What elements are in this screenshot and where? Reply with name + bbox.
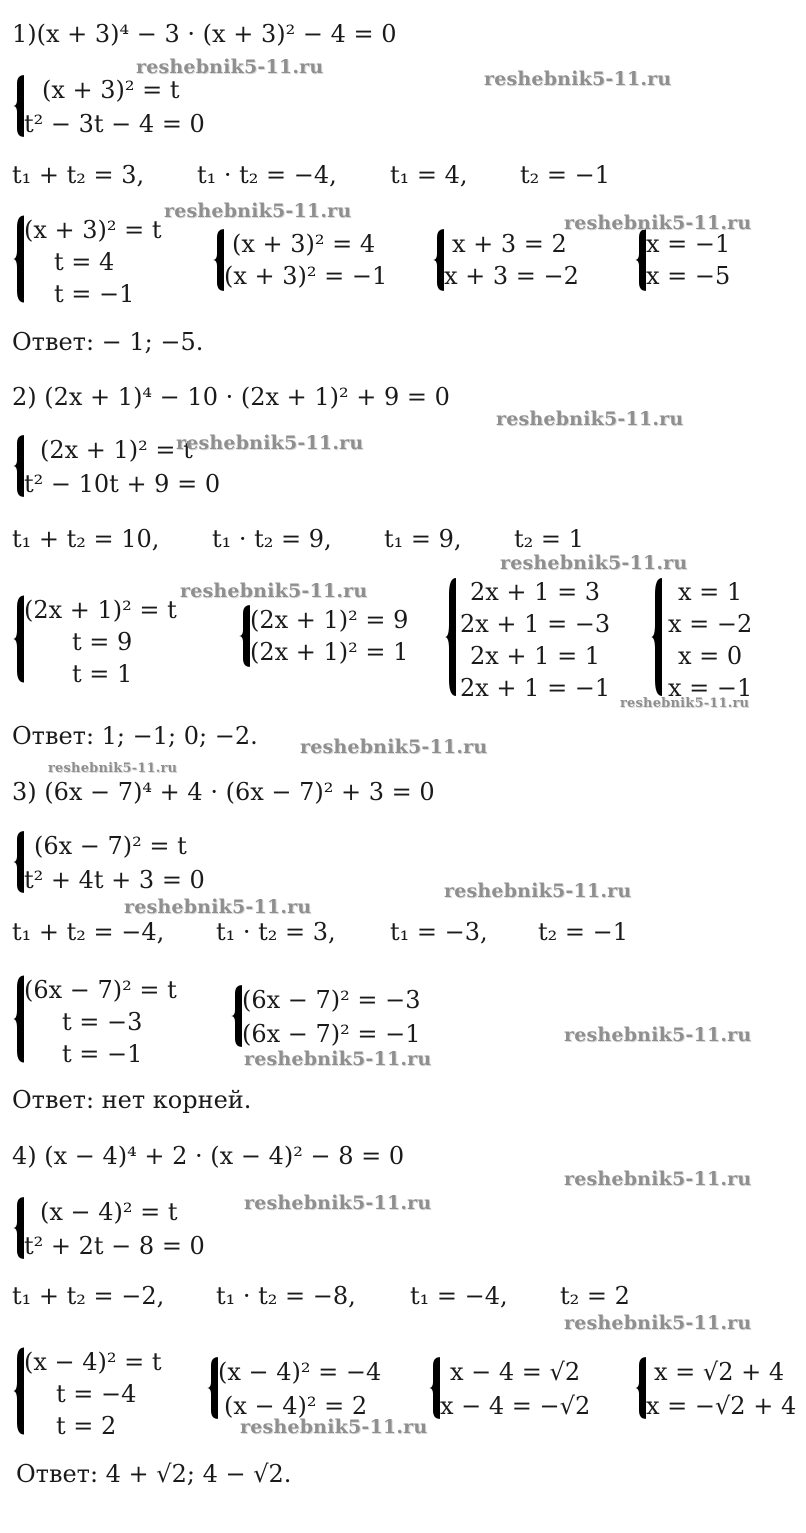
watermark: reshebnik5-11.ru — [176, 432, 364, 454]
problem-3-root-1: t₁ = −3, — [390, 918, 488, 946]
problem-1-system-2 — [212, 228, 402, 292]
problem-1-system-4 — [634, 228, 754, 292]
brace — [444, 576, 458, 698]
system-line: (2x + 1)² = t — [24, 596, 177, 624]
problem-1-answer: Ответ: − 1; −5. — [12, 328, 204, 356]
problem-3-substitution — [12, 830, 252, 894]
system-line: (x + 3)² = −1 — [224, 262, 388, 290]
watermark: reshebnik5-11.ru — [564, 1168, 752, 1190]
problem-2-root-1: t₁ = 9, — [384, 525, 462, 553]
system-line: 2x + 1 = −3 — [460, 610, 611, 638]
system-line: t = −1 — [62, 1040, 143, 1068]
watermark: reshebnik5-11.ru — [496, 408, 684, 430]
problem-1-root-2: t₂ = −1 — [520, 161, 611, 189]
system-line: x = 1 — [678, 578, 743, 606]
system-line: t = 1 — [72, 660, 133, 688]
system-line: x + 3 = 2 — [452, 230, 567, 258]
system-line: t² − 10t + 9 = 0 — [24, 470, 221, 498]
problem-2-system-1 — [12, 594, 192, 688]
system-line: 2x + 1 = −1 — [460, 674, 611, 702]
problem-4-root-1: t₁ = −4, — [410, 1282, 508, 1310]
system-line: t² − 3t − 4 = 0 — [24, 110, 205, 138]
problem-4-system-1 — [12, 1346, 192, 1440]
problem-4-answer: Ответ: 4 + √2; 4 − √2. — [16, 1460, 292, 1488]
problem-1-vieta-product: t₁ · t₂ = −4, — [197, 161, 337, 189]
watermark: reshebnik5-11.ru — [444, 880, 632, 902]
system-line: (2x + 1)² = 9 — [250, 606, 409, 634]
system-line: x = 0 — [678, 642, 743, 670]
system-line: (x + 3)² = t — [24, 216, 162, 244]
watermark: reshebnik5-11.ru — [180, 580, 368, 602]
system-line: t = 4 — [54, 248, 115, 276]
system-line: (x − 4)² = t — [24, 1348, 162, 1376]
system-line: x − 4 = √2 — [450, 1358, 581, 1386]
problem-1-system-3 — [432, 228, 592, 292]
watermark: reshebnik5-11.ru — [136, 56, 324, 78]
problem-1-root-1: t₁ = 4, — [390, 161, 468, 189]
problem-1-equation: 1)(x + 3)⁴ − 3 · (x + 3)² − 4 = 0 — [12, 20, 397, 48]
watermark: reshebnik5-11.ru — [244, 1192, 432, 1214]
problem-4-root-2: t₂ = 2 — [560, 1282, 630, 1310]
problem-2-equation: 2) (2x + 1)⁴ − 10 · (2x + 1)² + 9 = 0 — [12, 383, 450, 411]
system-line: x = −1 — [646, 230, 731, 258]
system-line: (6x − 7)² = t — [24, 976, 177, 1004]
system-line: (6x − 7)² = −3 — [242, 986, 421, 1014]
system-line: (x − 4)² = −4 — [218, 1358, 382, 1386]
system-line: x + 3 = −2 — [444, 262, 579, 290]
system-line: t = −1 — [54, 280, 135, 308]
watermark: reshebnik5-11.ru — [244, 1048, 432, 1070]
watermark: reshebnik5-11.ru — [164, 200, 352, 222]
watermark: reshebnik5-11.ru — [500, 552, 688, 574]
system-line: (x + 3)² = t — [42, 76, 180, 104]
watermark: reshebnik5-11.ru — [300, 736, 488, 758]
problem-3-root-2: t₂ = −1 — [538, 918, 629, 946]
system-line: 2x + 1 = 1 — [470, 642, 601, 670]
problem-1-system-1 — [12, 214, 182, 308]
watermark: reshebnik5-11.ru — [484, 68, 672, 90]
watermark: reshebnik5-11.ru — [48, 761, 178, 776]
system-line: x = −√2 + 4 — [646, 1392, 797, 1420]
system-line: x = −5 — [646, 262, 731, 290]
problem-3-system-1 — [12, 974, 192, 1068]
system-line: t = 9 — [72, 628, 133, 656]
system-line: x = −2 — [668, 610, 753, 638]
problem-4-system-4 — [634, 1356, 802, 1420]
problem-4-equation: 4) (x − 4)⁴ + 2 · (x − 4)² − 8 = 0 — [12, 1142, 405, 1170]
problem-2-system-2 — [238, 604, 428, 668]
problem-2-system-4 — [650, 576, 770, 702]
problem-3-vieta-sum: t₁ + t₂ = −4, — [12, 918, 165, 946]
system-line: t = −4 — [56, 1380, 137, 1408]
problem-3-vieta-product: t₁ · t₂ = 3, — [216, 918, 336, 946]
problem-2-answer: Ответ: 1; −1; 0; −2. — [12, 722, 258, 750]
system-line: t² + 4t + 3 = 0 — [24, 866, 205, 894]
system-line: (6x − 7)² = −1 — [242, 1020, 421, 1048]
brace — [650, 576, 664, 698]
problem-2-system-3 — [444, 576, 624, 702]
system-line: (2x + 1)² = t — [40, 436, 193, 464]
watermark: reshebnik5-11.ru — [564, 1024, 752, 1046]
problem-2-vieta-product: t₁ · t₂ = 9, — [212, 525, 332, 553]
problem-3-system-2 — [230, 984, 440, 1048]
system-line: (x − 4)² = t — [40, 1198, 178, 1226]
system-line: t² + 2t − 8 = 0 — [24, 1232, 205, 1260]
system-line: x = −1 — [668, 674, 753, 702]
problem-2-root-2: t₂ = 1 — [514, 525, 584, 553]
problem-4-vieta-product: t₁ · t₂ = −8, — [216, 1282, 356, 1310]
problem-4-system-2 — [206, 1356, 406, 1420]
watermark: reshebnik5-11.ru — [620, 696, 750, 711]
system-line: (6x − 7)² = t — [34, 832, 187, 860]
system-line: x = √2 + 4 — [654, 1358, 785, 1386]
system-line: t = −3 — [62, 1008, 143, 1036]
problem-4-vieta-sum: t₁ + t₂ = −2, — [12, 1282, 165, 1310]
problem-1-substitution — [12, 74, 252, 138]
problem-3-equation: 3) (6x − 7)⁴ + 4 · (6x − 7)² + 3 = 0 — [12, 778, 435, 806]
system-line: t = 2 — [56, 1412, 117, 1440]
watermark: reshebnik5-11.ru — [564, 212, 752, 234]
watermark: reshebnik5-11.ru — [240, 1416, 428, 1438]
system-line: x − 4 = −√2 — [440, 1392, 591, 1420]
system-line: (x + 3)² = 4 — [232, 230, 376, 258]
system-line: (2x + 1)² = 1 — [250, 638, 409, 666]
system-line: (x − 4)² = 2 — [224, 1392, 368, 1420]
problem-3-answer: Ответ: нет корней. — [12, 1086, 252, 1114]
system-line: 2x + 1 = 3 — [470, 578, 601, 606]
watermark: reshebnik5-11.ru — [124, 896, 312, 918]
problem-4-system-3 — [428, 1356, 608, 1420]
problem-1-vieta-sum: t₁ + t₂ = 3, — [12, 161, 145, 189]
problem-4-substitution — [12, 1196, 252, 1260]
watermark: reshebnik5-11.ru — [564, 1312, 752, 1334]
problem-2-vieta-sum: t₁ + t₂ = 10, — [12, 525, 160, 553]
